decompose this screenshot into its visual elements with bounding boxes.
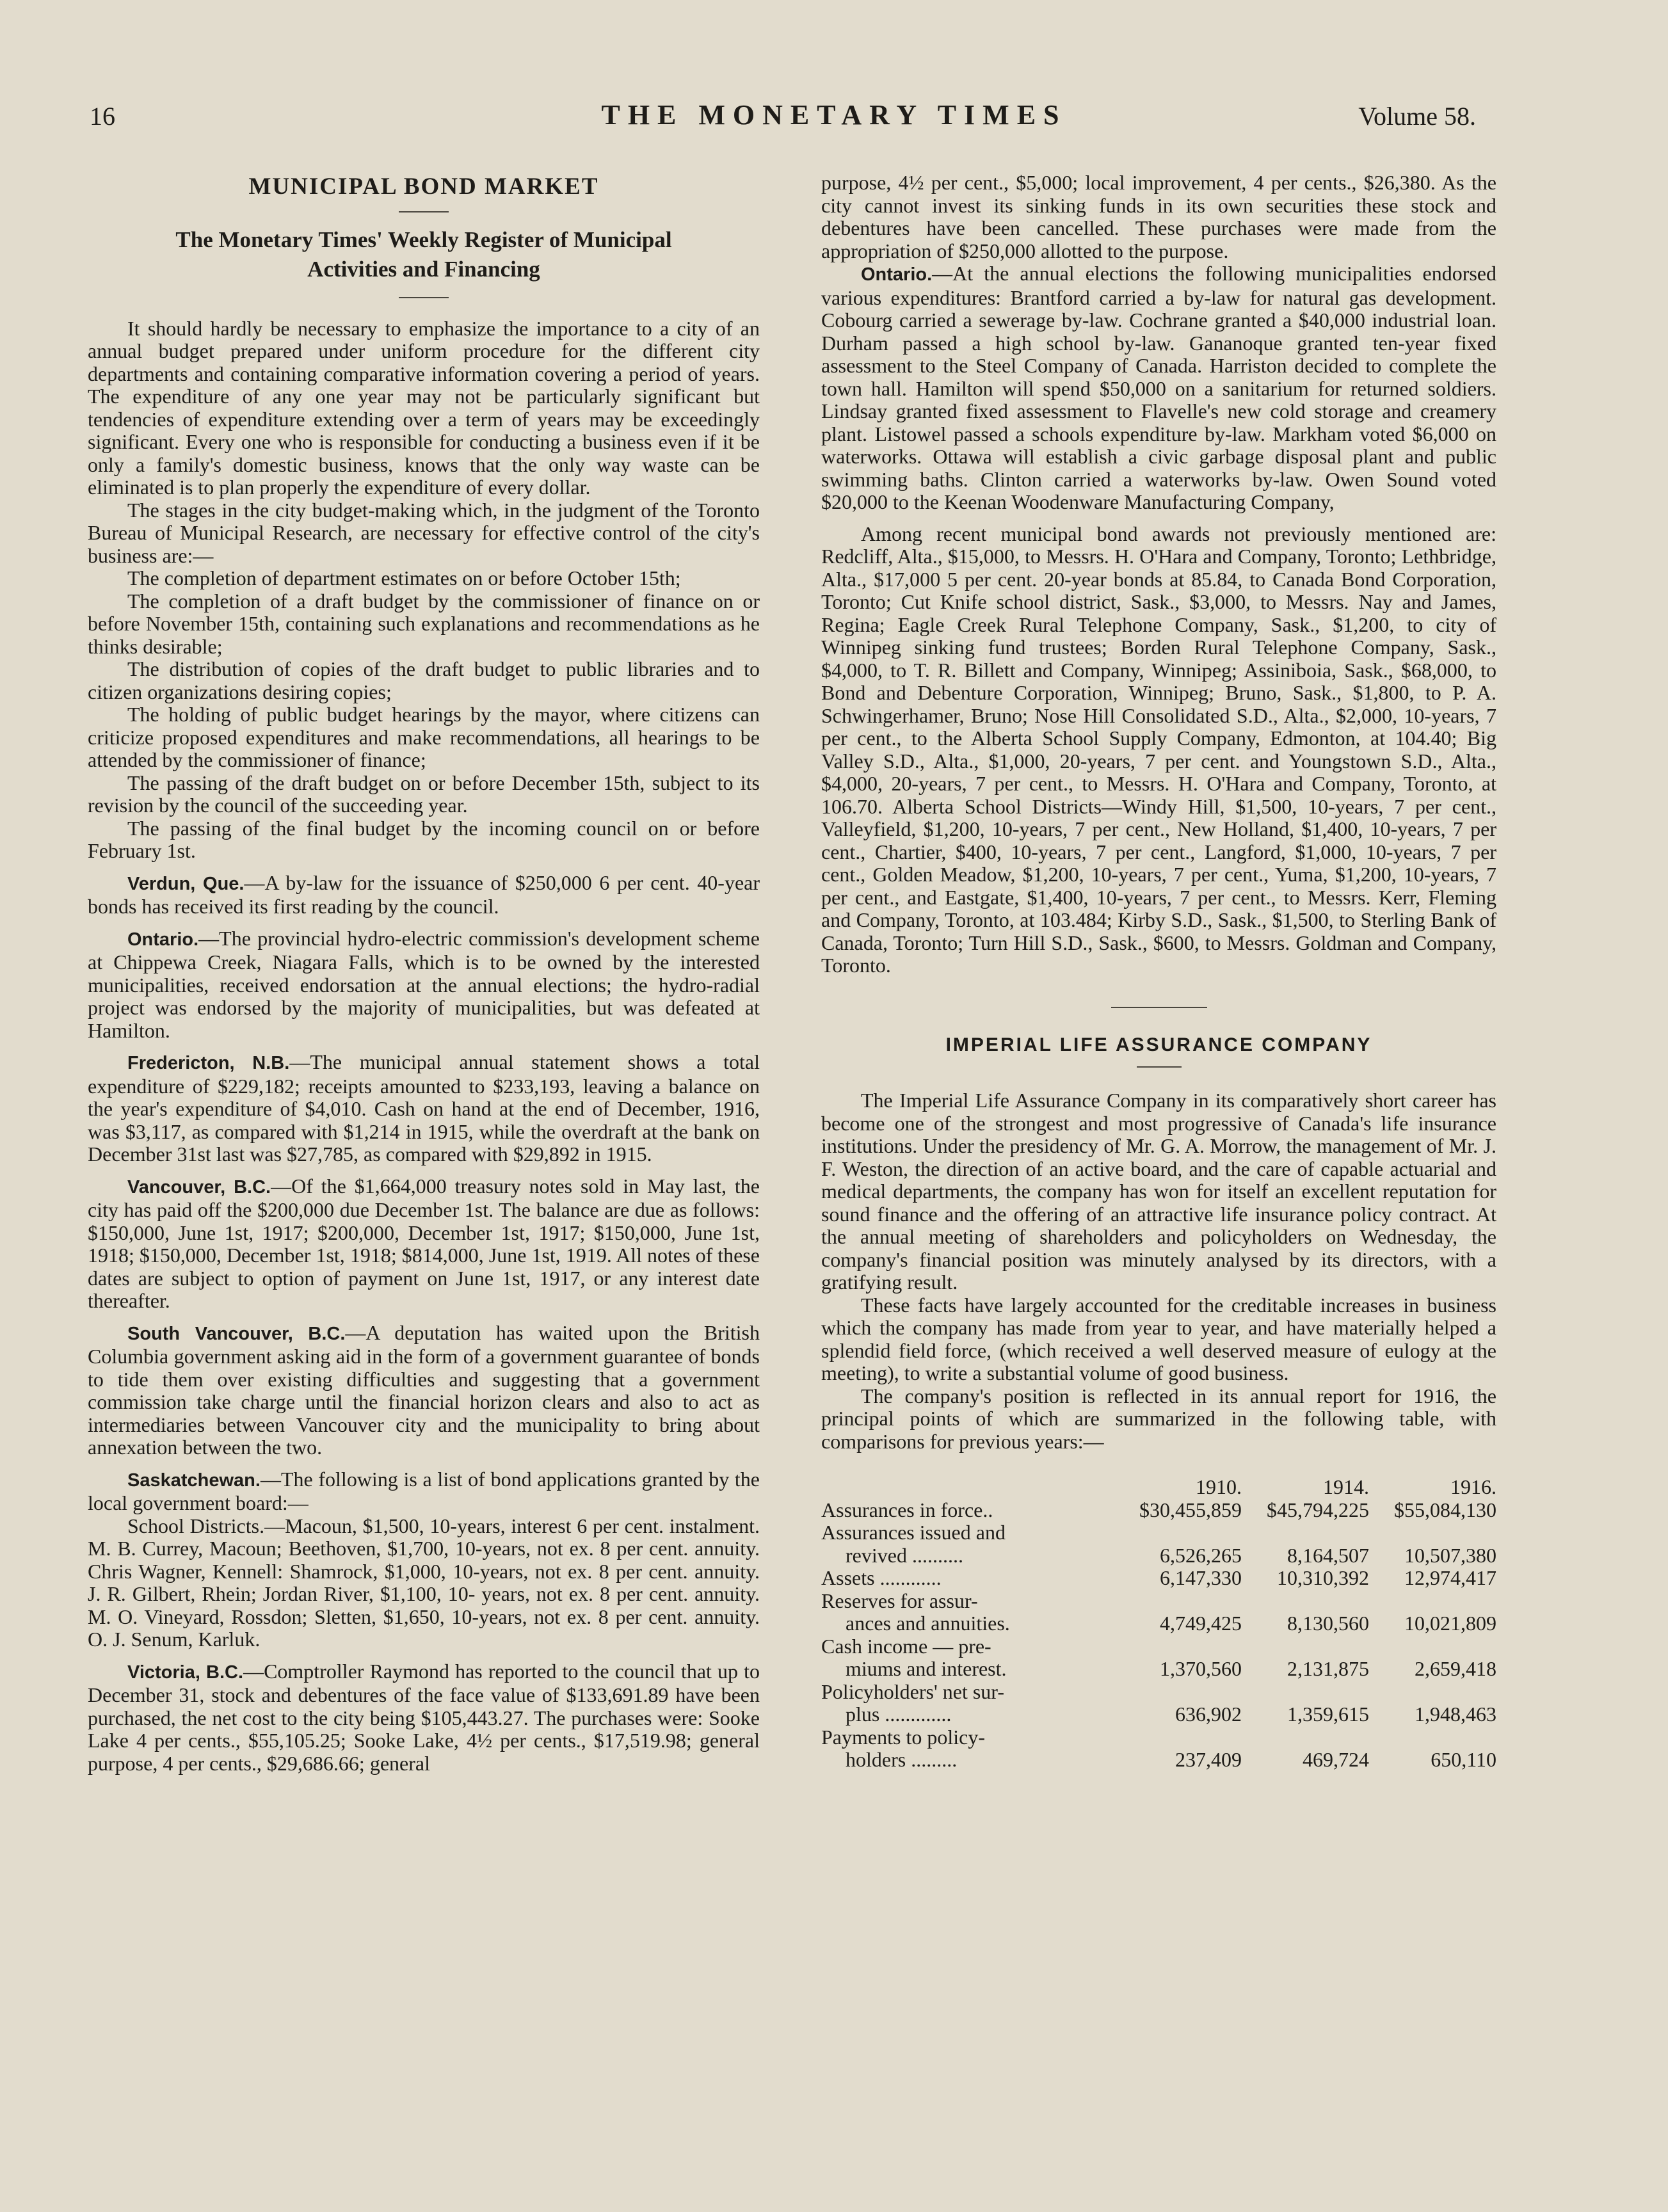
table-cell: 1,948,463 <box>1415 1703 1496 1726</box>
table-row <box>821 1544 1496 1567</box>
table-row <box>821 1681 1496 1704</box>
row-label: Policyholders' net sur- <box>821 1679 1004 1703</box>
news-item <box>88 927 760 1043</box>
section-title: MUNICIPAL BOND MARKET <box>248 173 599 200</box>
item-text: —At the annual elections the following municipalities endorsed various expenditures: Brantford carried a by-law for natural gas development. Cobourg carried a sewerage by-law. Cochrane granted a $40,000 industrial loan. Durham passed a high school by-law. Gananoque granted ten-year fixed assessment to the Steel Company of Canada. Harriston decided to complete the town hall. Hamilton will spend $50,000 on a sanitarium for returned soldiers. Lindsay granted fixed assessment to Flavelle's new cold storage and creamery plant. Listowel passed a schools expenditure by-law. Markham voted $6,000 on waterworks. Ottawa will establish a civic garbage disposal plant and public swimming baths. Clinton carried a waterworks by-law. Owen Sound voted $20,000 to the Keenan Woodenware Manufacturing Company, <box>821 262 1496 513</box>
place-name: Fredericton, N.B. <box>127 1053 290 1073</box>
table-header-row <box>821 1476 1496 1499</box>
table-cell: 1,359,615 <box>1287 1703 1369 1726</box>
paragraph: Among recent municipal bond awards not previously mentioned are: Redcliff, Alta., $15,000, to Messrs. H. O'Hara and Company, Toronto; Lethbridge, Alta., $17,000 5 per cent. 20-year bonds at 85.84, to Canada Bond Corporation, Toronto; Cut Knife school district, Sask., $3,000, to Messrs. Nay and James, Regina; Eagle Creek Rural Telephone Company, Sask., $1,200, to city of Winnipeg sinking fund trustees; Borden Rural Telephone Company, Sask., $4,000, to T. R. Billett and Company, Winnipeg; Assiniboia, Sask., $68,000, to Bond and Debenture Corporation, Winnipeg; Bruno, Sask., $1,800, to P. A. Schwingerhamer, Bruno; Nose Hill Consolidated S.D., Alta., $2,000, 10-years, 7 per cent., to the Alberta School Supply Company, Edmonton, at 104.40; Big Valley S.D., Alta., $1,000, 20-years, 7 per cent. and Youngstown S.D., Alta., $4,000, 20-years, 7 per cent., to Messrs. H. O'Hara and Company, Toronto, at 106.70. Alberta School Districts—Windy Hill, $1,500, 10-years, 7 per cent., Valleyfield, $1,200, 10-years, 7 per cent., New Holland, $1,400, 10-years, 7 per cent., Chartier, $400, 10-years, 7 per cent., Langford, $1,000, 10-years, 7 per cent., Golden Meadow, $1,200, 10-years, 7 per cent., Yuma, $1,200, 10-years, 7 per cent., and Eastgate, $1,400, 10-years, 7 per cent., to Messrs. Kerr, Fleming and Company, Toronto, at 103.484; Kirby S.D., Sask., $1,500, to Sterling Bank of Canada, Toronto; Turn Hill S.D., Sask., $600, to Messrs. Goldman and Company, Toronto. <box>821 522 1496 977</box>
row-label: miums and interest. <box>846 1657 1007 1680</box>
paragraph: The completion of department estimates on or before October 15th; <box>127 566 681 589</box>
table-cell: 2,659,418 <box>1415 1657 1496 1680</box>
place-name: Vancouver, B.C. <box>127 1176 271 1198</box>
divider <box>399 297 449 298</box>
table-row <box>821 1521 1496 1544</box>
row-label: Assets ............ <box>821 1566 942 1589</box>
divider <box>399 211 449 212</box>
news-item <box>821 262 1496 514</box>
paragraph: The Imperial Life Assurance Company in its comparatively short career has become one of the strongest and most progressive of Canada's life insurance institutions. Under the presidency of Mr. G. A. Morrow, the management of Mr. J. F. Weston, the direction of an active board, and the care of capable actuarial and medical departments, the company has won for itself an excellent reputation for sound finance and the offering of an attractive life insurance policy contract. At the annual meeting of shareholders and policyholders on Wednesday, the company's financial position was minutely analysed by its directors, with a gratifying result. <box>821 1089 1496 1294</box>
divider <box>1137 1066 1182 1068</box>
page-number: 16 <box>90 102 115 131</box>
table-row <box>821 1726 1496 1749</box>
row-label: revived .......... <box>846 1543 963 1567</box>
table-cell: 469,724 <box>1303 1748 1369 1771</box>
table-cell: 2,131,875 <box>1287 1657 1369 1680</box>
table-row <box>821 1749 1496 1772</box>
table-cell: 4,749,425 <box>1160 1612 1242 1635</box>
table-row <box>821 1499 1496 1522</box>
table-cell: 10,021,809 <box>1404 1612 1496 1635</box>
publication-title: THE MONETARY TIMES <box>601 99 1067 131</box>
paragraph: School Districts.—Macoun, $1,500, 10-years, interest 6 per cent. instalment. M. B. Currey, Macoun; Beethoven, $1,700, 10-years, not ex. 8 per cent. annuity. Chris Wagner, Kennell: Shamrock, $1,000, 10-years, not ex. 8 per cent. annuity. J. R. Gilbert, Rhein; Jordan River, $1,100, 10- years, not ex. 8 per cent. annuity. M. O. Vineyard, Rossdon; Sletten, $1,650, 10-years, not ex. 8 per cent. annuity. O. J. Senum, Karluk. <box>88 1514 760 1651</box>
paragraph: The distribution of copies of the draft budget to public libraries and to citizen organizations desiring copies; <box>88 657 760 703</box>
table-row <box>821 1658 1496 1681</box>
table-cell: $45,794,225 <box>1267 1498 1369 1521</box>
item-text: —The following is a list of bond applications granted by the local government board:— <box>88 1467 760 1514</box>
left-column <box>88 172 760 1775</box>
paragraph: The holding of public budget hearings by the mayor, where citizens can criticize proposed expenditures and make recommendations, all hearings to be attended by the commissioner of finance; <box>88 703 760 771</box>
row-label: Assurances issued and <box>821 1521 1006 1544</box>
row-label: Reserves for assur- <box>821 1589 978 1612</box>
place-name: Verdun, Que. <box>127 873 245 894</box>
paragraph: It should hardly be necessary to emphasize the importance to a city of an annual budget prepared under uniform procedure for the different city departments and containing comparative information covering a period of years. The expenditure of any one year may not be particularly significant but tendencies of expenditure extending over a term of years may be exceedingly significant. Every one who is responsible for conducting a business even if it be only a family's domestic business, knows that the only way waste can be eliminated is to plan properly the expenditure of every dollar. <box>88 316 760 499</box>
table-cell: 8,164,507 <box>1287 1543 1369 1567</box>
volume-label: Volume 58. <box>1358 102 1476 131</box>
item-text: —A by-law for the issuance of $250,000 6 per cent. 40-year bonds has received its first reading by the council. <box>88 870 760 918</box>
place-name: Ontario. <box>127 929 199 950</box>
table-row <box>821 1612 1496 1635</box>
news-item <box>88 1660 760 1775</box>
paragraph: These facts have largely accounted for the creditable increases in business which the company has made from year to year, and have materially helped a splendid field force, (which received a well deserved measure of eulogy at the meeting), to write a substantial volume of good business. <box>821 1293 1496 1384</box>
paragraph: The passing of the final budget by the incoming council on or before February 1st. <box>88 816 760 862</box>
divider <box>1111 1007 1207 1008</box>
paragraph: The stages in the city budget-making which, in the judgment of the Toronto Bureau of Municipal Research, are necessary for effective control of the city's business are:— <box>88 498 760 567</box>
financial-table <box>821 1476 1496 1772</box>
row-label: Assurances in force.. <box>821 1498 993 1521</box>
table-cell: $55,084,130 <box>1394 1498 1496 1521</box>
column-header: 1916. <box>1450 1475 1496 1498</box>
table-cell: 636,902 <box>1175 1703 1242 1726</box>
subtitle-line-2: Activities and Financing <box>307 256 540 282</box>
table-cell: $30,455,859 <box>1139 1498 1242 1521</box>
table-row <box>821 1567 1496 1590</box>
subtitle-line-1: The Monetary Times' Weekly Register of Municipal <box>175 227 672 252</box>
item-text: —The provincial hydro-electric commission's development scheme at Chippewa Creek, Niagara Falls, which is to be owned by the interested municipalities, received endorsation at the annual elections; the hydro-radial project was endorsed by the majority of municipalities, but was defeated at Hamilton. <box>88 926 760 1042</box>
place-name: Victoria, B.C. <box>127 1662 244 1683</box>
paragraph: The company's position is reflected in its annual report for 1916, the principal points of which are summarized in the following table, with comparisons for previous years:— <box>821 1384 1496 1453</box>
news-item <box>88 1175 760 1313</box>
table-cell: 6,526,265 <box>1160 1543 1242 1567</box>
row-label: Cash income — pre- <box>821 1634 991 1658</box>
table-cell: 1,370,560 <box>1160 1657 1242 1680</box>
row-label: Payments to policy- <box>821 1725 985 1749</box>
column-header: 1910. <box>1196 1475 1242 1498</box>
paragraph: The completion of a draft budget by the commissioner of finance on or before November 15th, containing such explanations and recommendations as he thinks desirable; <box>88 589 760 658</box>
table-cell: 6,147,330 <box>1160 1566 1242 1589</box>
row-label: holders ......... <box>846 1748 958 1771</box>
paragraph: The passing of the draft budget on or before December 15th, subject to its revision by the council of the succeeding year. <box>88 771 760 817</box>
place-name: Saskatchewan. <box>127 1470 261 1491</box>
table-cell: 237,409 <box>1175 1748 1242 1771</box>
item-text: —A deputation has waited upon the British Columbia government asking aid in the form of a government guarantee of bonds to tide them over existing difficulties and suggesting that a government commission take charge until the financial horizon clears and also to act as intermediaries between Vancouver city and the municipality to bring about annexation between the two. <box>88 1320 760 1459</box>
item-text: —Comptroller Raymond has reported to the council that up to December 31, stock and debentures of the face value of $133,691.89 have been purchased, the net cost to the city being $105,443.27. The purchases were: Sooke Lake 4 per cents., $55,105.25; Sooke Lake, 4½ per cents., $17,519.98; general purpose, 4 per cents., $29,686.66; general <box>88 1659 760 1775</box>
right-column <box>821 172 1496 1772</box>
news-item <box>88 1322 760 1459</box>
running-header <box>0 96 1668 141</box>
item-text: —Of the $1,664,000 treasury notes sold in May last, the city has paid off the $200,000 due December 1st. The balance are due as follows: $150,000, June 1st, 1917; $200,000, December 1st, 1917; $150,000, June 1st, 1918; $150,000, December 1st, 1918; $814,000, June 1st, 1919. All notes of these dates are subject to option of payment on June 1st, 1917, or any interest date thereafter. <box>88 1174 760 1312</box>
table-row <box>821 1703 1496 1726</box>
table-cell: 8,130,560 <box>1287 1612 1369 1635</box>
news-item <box>88 872 760 918</box>
place-name: South Vancouver, B.C. <box>127 1323 346 1344</box>
table-row <box>821 1635 1496 1658</box>
table-cell: 10,507,380 <box>1404 1543 1496 1567</box>
place-name: Ontario. <box>861 264 933 285</box>
row-label: ances and annuities. <box>846 1612 1010 1635</box>
news-item <box>88 1051 760 1166</box>
column-header: 1914. <box>1323 1475 1369 1498</box>
table-cell: 12,974,417 <box>1404 1566 1496 1589</box>
continuation-paragraph: purpose, 4½ per cent., $5,000; local improvement, 4 per cents., $26,380. As the city cannot invest its sinking funds in its own securities these stock and debentures have been cancelled. These purchases were made from the appropriation of $250,000 allotted to the purpose. <box>821 171 1496 262</box>
table-cell: 10,310,392 <box>1277 1566 1369 1589</box>
table-cell: 650,110 <box>1431 1748 1496 1771</box>
article-title: IMPERIAL LIFE ASSURANCE COMPANY <box>945 1034 1372 1055</box>
row-label: plus ............. <box>846 1703 952 1726</box>
table-row <box>821 1590 1496 1613</box>
item-text: —The municipal annual statement shows a total expenditure of $229,182; receipts amounted to $233,193, leaving a balance on the year's expenditure of $4,010. Cash on hand at the end of December, 1916, was $3,117, as compared with $1,214 in 1915, while the overdraft at the bank on December 31st last was $27,785, as compared with $29,892 in 1915. <box>88 1050 760 1166</box>
news-item <box>88 1468 760 1515</box>
